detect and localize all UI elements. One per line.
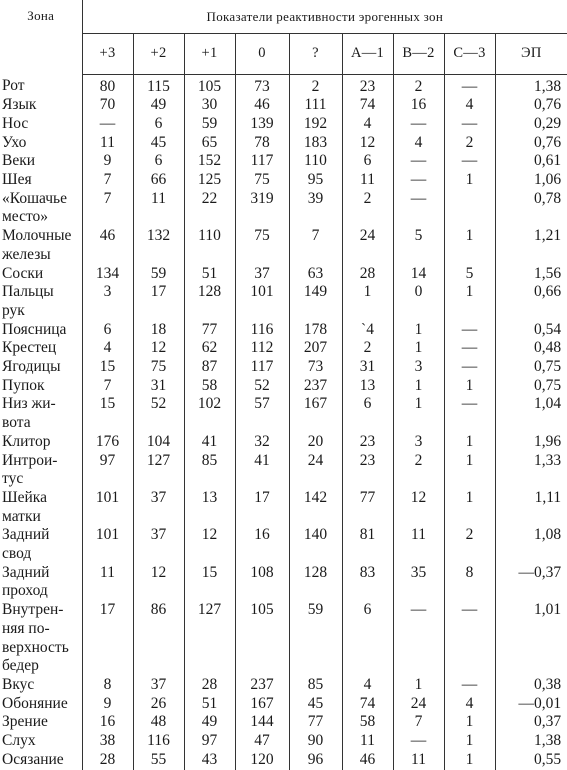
value-cell: 8 [82, 676, 133, 695]
value-cell: — [393, 152, 444, 171]
table-row [0, 695, 567, 714]
zone-name-cell: Вкус [0, 676, 82, 695]
value-cell: 5 [393, 227, 444, 264]
value-cell: 12 [184, 526, 235, 563]
ep-value-cell: 0,75 [534, 358, 562, 376]
ep-value-cell: 0,75 [534, 376, 562, 394]
value-cell: 1 [444, 452, 495, 489]
value-cell: 6 [342, 152, 393, 171]
ep-value-cell: —0,01 [518, 694, 562, 712]
value-cell: 2 [444, 526, 495, 563]
value-cell: 101 [235, 283, 289, 320]
value-cell: 73 [235, 74, 289, 96]
value-cell: 2 [393, 74, 444, 96]
value-cell: — [444, 115, 495, 134]
value-cell: 144 [235, 713, 289, 732]
zone-name-cell: Задний проход [0, 564, 82, 601]
value-cell: 65 [184, 134, 235, 153]
value-cell: 176 [82, 433, 133, 452]
value-cell: 1 [444, 433, 495, 452]
value-cell: 4 [393, 134, 444, 153]
value-cell: 45 [289, 695, 342, 714]
value-cell: 24 [393, 695, 444, 714]
value-cell: 1 [393, 377, 444, 396]
value-cell: 167 [235, 695, 289, 714]
value-cell: 31 [133, 377, 184, 396]
ep-value-cell: 1,06 [534, 171, 562, 189]
column-header: +3 [82, 34, 133, 74]
ep-value-cell: 1,21 [534, 227, 562, 245]
value-cell: 85 [289, 676, 342, 695]
value-cell: 15 [82, 358, 133, 377]
ep-value-cell: 1,38 [534, 732, 562, 750]
value-cell: 38 [82, 732, 133, 751]
value-cell: 105 [184, 74, 235, 96]
value-cell: 101 [82, 526, 133, 563]
column-header: +1 [184, 34, 235, 74]
value-cell: 46 [235, 96, 289, 115]
value-cell: 51 [184, 695, 235, 714]
value-cell: 57 [235, 395, 289, 432]
value-cell: 1 [444, 732, 495, 751]
zone-name-cell: Соски [0, 265, 82, 284]
value-cell: 9 [82, 152, 133, 171]
zone-name-cell: Шейка матки [0, 489, 82, 526]
value-cell: 1 [444, 377, 495, 396]
zone-name-cell: Шея [0, 171, 82, 190]
value-cell: — [444, 74, 495, 96]
table-row [0, 190, 567, 227]
zone-name-cell: Задний свод [0, 526, 82, 563]
column-header: A—1 [342, 34, 393, 74]
zone-name-cell: Ягодицы [0, 358, 82, 377]
value-cell: 22 [184, 190, 235, 227]
value-cell: 125 [184, 171, 235, 190]
value-cell: 112 [235, 339, 289, 358]
table-row [0, 377, 567, 396]
value-cell: 207 [289, 339, 342, 358]
table-row [0, 74, 567, 96]
ep-value-cell: 0,48 [534, 339, 562, 357]
zone-name-cell: Обоняние [0, 695, 82, 714]
ep-value-cell: 1,08 [534, 526, 562, 544]
ep-value-cell: 0,61 [534, 152, 562, 170]
value-cell: — [444, 676, 495, 695]
zone-name-cell: Клитор [0, 433, 82, 452]
value-cell: 11 [82, 564, 133, 601]
value-cell: 6 [342, 395, 393, 432]
value-cell: 46 [82, 227, 133, 264]
value-cell: 24 [289, 452, 342, 489]
value-cell: 47 [235, 732, 289, 751]
column-header: +2 [133, 34, 184, 74]
value-cell: 31 [342, 358, 393, 377]
ep-value-cell: 0,29 [534, 114, 562, 132]
value-cell: 1 [444, 283, 495, 320]
value-cell: 46 [342, 751, 393, 770]
value-cell: 12 [342, 134, 393, 153]
zone-name-cell: Зрение [0, 713, 82, 732]
value-cell: 127 [184, 601, 235, 676]
table-row [0, 265, 567, 284]
value-cell: — [444, 601, 495, 676]
value-cell: 28 [82, 751, 133, 770]
value-cell: 28 [184, 676, 235, 695]
value-cell: — [393, 190, 444, 227]
value-cell: 140 [289, 526, 342, 563]
value-cell: 142 [289, 489, 342, 526]
value-cell: 1 [444, 751, 495, 770]
value-cell: 18 [133, 321, 184, 340]
table-row [0, 564, 567, 601]
value-cell: 16 [82, 713, 133, 732]
column-header: B—2 [393, 34, 444, 74]
value-cell: — [444, 358, 495, 377]
ep-value-cell: 1,96 [534, 432, 562, 450]
value-cell: 1 [444, 227, 495, 264]
ep-value-cell: 1,01 [534, 601, 562, 619]
column-header: ЭП [495, 34, 567, 74]
value-cell: 4 [82, 339, 133, 358]
value-cell: 13 [342, 377, 393, 396]
value-cell: 7 [289, 227, 342, 264]
value-cell: 81 [342, 526, 393, 563]
value-cell: 4 [444, 96, 495, 115]
value-cell: — [393, 732, 444, 751]
value-cell: `4 [342, 321, 393, 340]
zone-name-cell: Интрои- тус [0, 452, 82, 489]
value-cell: 41 [184, 433, 235, 452]
zone-name-cell: Пупок [0, 377, 82, 396]
value-cell: 70 [82, 96, 133, 115]
value-cell: 75 [235, 171, 289, 190]
value-cell: 11 [393, 526, 444, 563]
value-cell: 6 [133, 115, 184, 134]
value-cell: 49 [133, 96, 184, 115]
value-cell: 8 [444, 564, 495, 601]
value-cell: 77 [184, 321, 235, 340]
value-cell: 73 [289, 358, 342, 377]
value-cell: 15 [82, 395, 133, 432]
value-cell: 49 [184, 713, 235, 732]
ep-value-cell: 0,76 [534, 133, 562, 151]
value-cell: 41 [235, 452, 289, 489]
value-cell: 58 [184, 377, 235, 396]
table-row [0, 601, 567, 676]
value-cell: 117 [235, 152, 289, 171]
zone-name-cell: Поясница [0, 321, 82, 340]
value-cell: 74 [342, 96, 393, 115]
value-cell: 13 [184, 489, 235, 526]
value-cell: 111 [289, 96, 342, 115]
value-cell: 117 [235, 358, 289, 377]
value-cell: 4 [342, 676, 393, 695]
value-cell: 11 [393, 751, 444, 770]
value-cell: 30 [184, 96, 235, 115]
value-cell: 2 [289, 74, 342, 96]
value-cell: 77 [289, 713, 342, 732]
value-cell: 23 [342, 74, 393, 96]
value-cell: 6 [82, 321, 133, 340]
value-cell: 87 [184, 358, 235, 377]
value-cell: 2 [393, 452, 444, 489]
zone-name-cell: «Кошачье место» [0, 190, 82, 227]
ep-value-cell: 0,38 [534, 676, 562, 693]
value-cell: 152 [184, 152, 235, 171]
zone-name-cell: Веки [0, 152, 82, 171]
value-cell: 17 [82, 601, 133, 676]
value-cell: 7 [82, 190, 133, 227]
value-cell: 63 [289, 265, 342, 284]
ep-value-cell: 1,11 [534, 488, 562, 506]
value-cell: 52 [133, 395, 184, 432]
zone-name-cell: Низ жи- вота [0, 395, 82, 432]
value-cell: 110 [184, 227, 235, 264]
table-row [0, 321, 567, 340]
ep-value-cell: —0,37 [518, 563, 562, 581]
value-cell: 120 [235, 751, 289, 770]
value-cell: 132 [133, 227, 184, 264]
value-cell: 192 [289, 115, 342, 134]
value-cell: 59 [289, 601, 342, 676]
value-cell: 237 [235, 676, 289, 695]
value-cell: 6 [342, 601, 393, 676]
zone-name-cell: Молочные железы [0, 227, 82, 264]
value-cell: 78 [235, 134, 289, 153]
table-row [0, 732, 567, 751]
zone-name-cell: Осязание [0, 751, 82, 770]
value-cell: 51 [184, 265, 235, 284]
value-cell: 17 [133, 283, 184, 320]
value-cell: 23 [342, 452, 393, 489]
table-row [0, 339, 567, 358]
ep-value-cell: 0,66 [534, 283, 562, 301]
reactivity-group-header: Показатели реактивности эрогенных зон [82, 0, 567, 34]
value-cell: 167 [289, 395, 342, 432]
ep-value-cell: 0,76 [534, 96, 562, 114]
value-cell: 1 [393, 395, 444, 432]
value-cell: 59 [133, 265, 184, 284]
zone-name-cell: Рот [0, 74, 82, 96]
value-cell: 16 [235, 526, 289, 563]
value-cell: 43 [184, 751, 235, 770]
value-cell: 116 [235, 321, 289, 340]
value-cell: 237 [289, 377, 342, 396]
value-cell: 74 [342, 695, 393, 714]
table-row [0, 526, 567, 563]
value-cell: 7 [82, 171, 133, 190]
value-cell: 97 [82, 452, 133, 489]
ep-value-cell: 0,55 [534, 750, 562, 768]
table-row [0, 171, 567, 190]
zone-name-cell: Пальцы рук [0, 283, 82, 320]
table-row [0, 433, 567, 452]
ep-value-cell: 1,56 [534, 264, 562, 282]
value-cell: 59 [184, 115, 235, 134]
value-cell: 2 [342, 190, 393, 227]
column-header: ? [289, 34, 342, 74]
value-cell: 45 [133, 134, 184, 153]
value-cell: 96 [289, 751, 342, 770]
value-cell: 104 [133, 433, 184, 452]
value-cell: 183 [289, 134, 342, 153]
value-cell: 26 [133, 695, 184, 714]
value-cell: 115 [133, 74, 184, 96]
value-cell: 37 [133, 676, 184, 695]
value-cell: 12 [393, 489, 444, 526]
value-cell: 20 [289, 433, 342, 452]
value-cell: 101 [82, 489, 133, 526]
value-cell: 97 [184, 732, 235, 751]
value-cell: 149 [289, 283, 342, 320]
value-cell [444, 190, 495, 227]
value-cell: 110 [289, 152, 342, 171]
value-cell: 102 [184, 395, 235, 432]
value-cell: 15 [184, 564, 235, 601]
zone-name-cell: Язык [0, 96, 82, 115]
ep-value-cell: 0,78 [534, 189, 562, 207]
value-cell: — [393, 171, 444, 190]
value-cell: 66 [133, 171, 184, 190]
table-row [0, 134, 567, 153]
ep-value-cell: 1,38 [534, 77, 562, 95]
value-cell: 178 [289, 321, 342, 340]
value-cell: 108 [235, 564, 289, 601]
value-cell: — [444, 395, 495, 432]
value-cell: 95 [289, 171, 342, 190]
value-cell: 85 [184, 452, 235, 489]
zone-name-cell: Внутрен- няя по- верхность бедер [0, 601, 82, 676]
value-cell: 35 [393, 564, 444, 601]
value-cell: 12 [133, 564, 184, 601]
table-row [0, 227, 567, 264]
table-row [0, 395, 567, 432]
value-cell: 55 [133, 751, 184, 770]
value-cell: 7 [82, 377, 133, 396]
value-cell: 11 [82, 134, 133, 153]
value-cell: 80 [82, 74, 133, 96]
value-cell: 52 [235, 377, 289, 396]
value-cell: 1 [393, 676, 444, 695]
column-header: C—3 [444, 34, 495, 74]
value-cell: 319 [235, 190, 289, 227]
column-header: 0 [235, 34, 289, 74]
zone-name-cell: Нос [0, 115, 82, 134]
table-row [0, 283, 567, 320]
value-cell: 62 [184, 339, 235, 358]
ep-value-cell: 1,04 [534, 395, 562, 413]
value-cell: 0 [393, 283, 444, 320]
value-cell: 4 [342, 115, 393, 134]
value-cell: — [82, 115, 133, 134]
value-cell: 127 [133, 452, 184, 489]
value-cell: 24 [342, 227, 393, 264]
ep-value-cell: 1,33 [534, 451, 562, 469]
value-cell: 11 [133, 190, 184, 227]
value-cell: 16 [393, 96, 444, 115]
value-cell: 134 [82, 265, 133, 284]
value-cell: 37 [133, 489, 184, 526]
value-cell: 77 [342, 489, 393, 526]
value-cell: 105 [235, 601, 289, 676]
zone-name-cell: Крестец [0, 339, 82, 358]
value-cell: 1 [444, 171, 495, 190]
value-cell: 128 [289, 564, 342, 601]
value-cell: 83 [342, 564, 393, 601]
value-cell: 23 [342, 433, 393, 452]
value-cell: — [393, 601, 444, 676]
table-row [0, 713, 567, 732]
ep-value-cell: 0,37 [534, 713, 562, 731]
value-cell: 3 [393, 433, 444, 452]
table-row [0, 489, 567, 526]
zone-name-cell: Слух [0, 732, 82, 751]
value-cell: 116 [133, 732, 184, 751]
table-body [0, 74, 567, 770]
value-cell: 11 [342, 171, 393, 190]
value-cell: — [444, 321, 495, 340]
value-cell: 128 [184, 283, 235, 320]
value-cell: 39 [289, 190, 342, 227]
ep-value-cell: 0,54 [534, 320, 562, 338]
table-row [0, 676, 567, 695]
value-cell: 37 [235, 265, 289, 284]
value-cell: 37 [133, 526, 184, 563]
value-cell: — [393, 115, 444, 134]
value-cell: 1 [444, 713, 495, 732]
value-cell: 75 [235, 227, 289, 264]
value-cell: 5 [444, 265, 495, 284]
value-cell: — [444, 152, 495, 171]
value-cell: 28 [342, 265, 393, 284]
table-row [0, 751, 567, 770]
value-cell: 11 [342, 732, 393, 751]
value-cell: 12 [133, 339, 184, 358]
value-cell: 1 [393, 321, 444, 340]
value-cell: 6 [133, 152, 184, 171]
table-row [0, 152, 567, 171]
table-header [0, 0, 567, 74]
value-cell: 2 [342, 339, 393, 358]
value-cell: 9 [82, 695, 133, 714]
value-cell: 139 [235, 115, 289, 134]
value-cell: 3 [82, 283, 133, 320]
value-cell: 2 [444, 134, 495, 153]
zone-name-cell: Ухо [0, 134, 82, 153]
value-cell: 75 [133, 358, 184, 377]
value-cell: 1 [444, 489, 495, 526]
value-cell: 1 [393, 339, 444, 358]
value-cell: 1 [342, 283, 393, 320]
table-row [0, 358, 567, 377]
value-cell: 3 [393, 358, 444, 377]
table-row [0, 96, 567, 115]
value-cell: 14 [393, 265, 444, 284]
value-cell: — [444, 339, 495, 358]
table-row [0, 452, 567, 489]
value-cell: 7 [393, 713, 444, 732]
value-cell: 58 [342, 713, 393, 732]
value-cell: 90 [289, 732, 342, 751]
table-row [0, 115, 567, 134]
zone-column-header: Зона [0, 0, 82, 74]
value-cell: 17 [235, 489, 289, 526]
value-cell: 4 [444, 695, 495, 714]
value-cell: 32 [235, 433, 289, 452]
value-cell: 48 [133, 713, 184, 732]
value-cell: 86 [133, 601, 184, 676]
